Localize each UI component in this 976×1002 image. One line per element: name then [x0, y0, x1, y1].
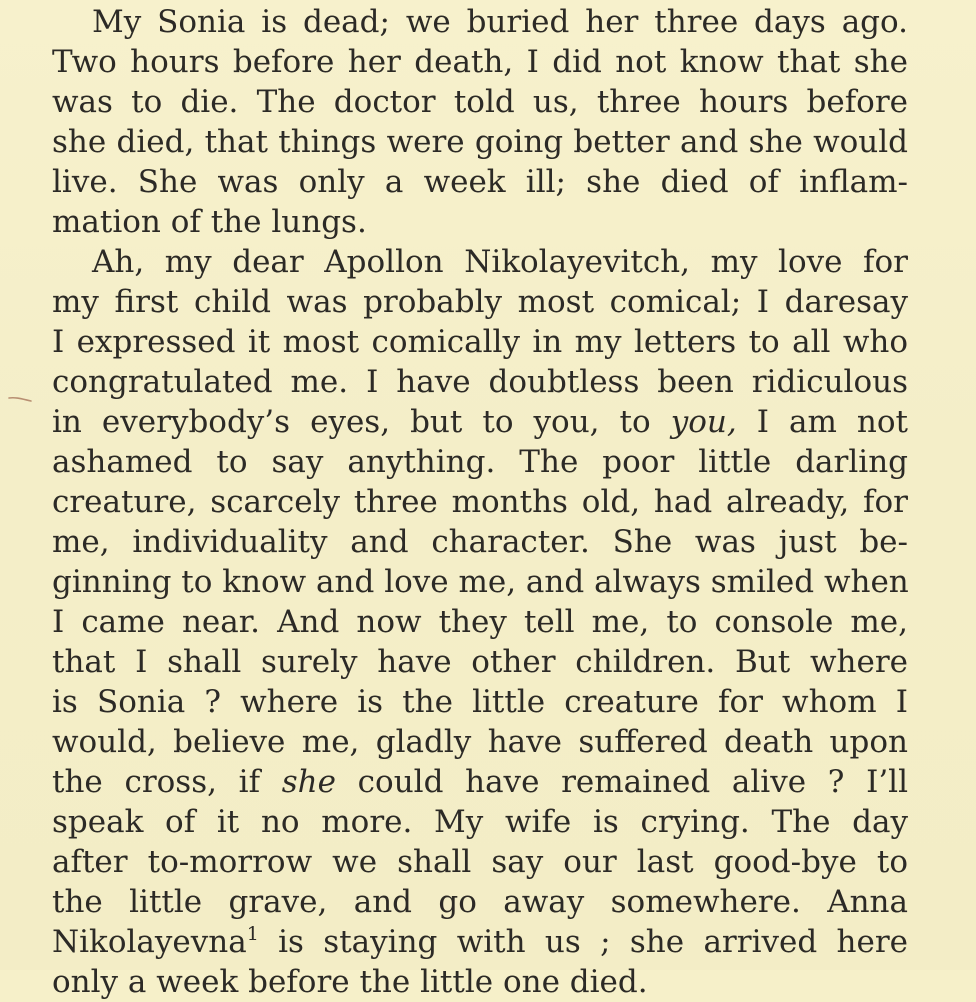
text-line: that I shall surely have other children. But where [52, 644, 908, 680]
italic-emphasis: you, [670, 404, 737, 440]
text-line [52, 402, 908, 442]
text-line: Ah, my dear Apollon Nikolayevitch, my love for [92, 244, 908, 280]
text-line [52, 922, 908, 962]
text-line: mation of the lungs. [52, 204, 367, 240]
text-line: would, believe me, gladly have suffered death upon [52, 724, 908, 760]
margin-pencil-mark [8, 396, 32, 402]
text-run: Nikolayevna [52, 924, 247, 960]
text-line: I expressed it most comically in my letters to all who [52, 324, 908, 360]
text-line: my first child was probably most comical; I daresay [52, 284, 908, 320]
text-line [52, 762, 908, 802]
text-line: is Sonia ? where is the little creature for whom I [52, 684, 908, 720]
text-line: ginning to know and love me, and always smiled when [52, 564, 909, 600]
text-line: I came near. And now they tell me, to console me, [52, 604, 908, 640]
text-line: was to die. The doctor told us, three hours before [52, 84, 908, 120]
footnote-marker: 1 [246, 923, 259, 945]
text-run: in everybody’s eyes, but to you, to [52, 404, 671, 440]
text-line: me, individuality and character. She was just be- [52, 524, 908, 560]
text-line: creature, scarcely three months old, had already, for [52, 484, 908, 520]
text-line: Two hours before her death, I did not know that she [52, 44, 908, 80]
text-run: is staying with us ; she arrived here [258, 924, 908, 960]
text-line: the little grave, and go away somewhere. Anna [52, 884, 908, 920]
text-run: the cross, if [52, 764, 282, 800]
italic-emphasis: she [281, 764, 336, 800]
text-line: congratulated me. I have doubtless been ridiculous [52, 364, 908, 400]
text-line: My Sonia is dead; we buried her three days ago. [92, 4, 908, 40]
text-line: ashamed to say anything. The poor little darling [52, 444, 908, 480]
text-line: live. She was only a week ill; she died of inflam- [52, 164, 908, 200]
text-line: after to-morrow we shall say our last good-bye to [52, 844, 908, 880]
text-run: I am not [736, 404, 908, 440]
text-run: could have remained alive ? I’ll [335, 764, 909, 800]
text-line: she died, that things were going better and she would [52, 124, 908, 160]
text-line: only a week before the little one died. [52, 964, 648, 1000]
text-line: speak of it no more. My wife is crying. The day [52, 804, 908, 840]
